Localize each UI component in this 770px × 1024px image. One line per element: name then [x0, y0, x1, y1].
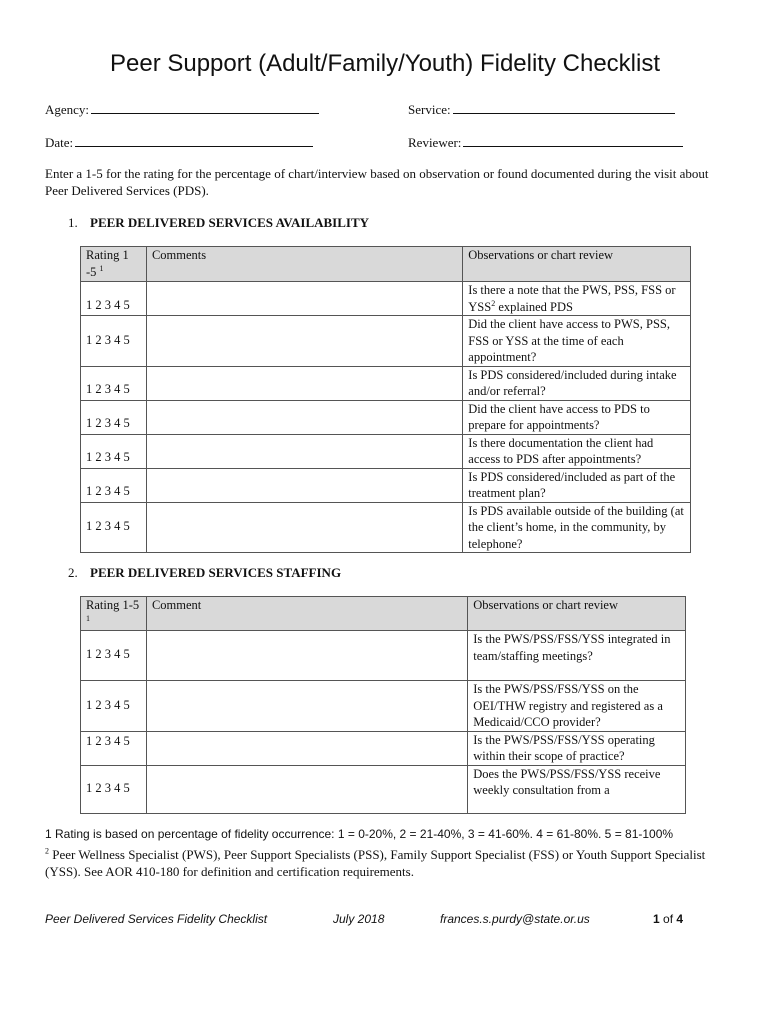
- rating-cell[interactable]: 1 2 3 4 5: [81, 765, 147, 813]
- table-header-row: [81, 247, 691, 282]
- reviewer-input-line[interactable]: [463, 134, 683, 147]
- rating-cell[interactable]: 1 2 3 4 5: [81, 468, 147, 502]
- footnotes: [45, 826, 735, 880]
- section-2-number: 2.: [68, 565, 78, 580]
- section-2-title: PEER DELIVERED SERVICES STAFFING: [90, 565, 342, 580]
- comment-cell[interactable]: [146, 366, 462, 400]
- observation-cell: Is PDS considered/included during intake and/or referral?: [463, 366, 691, 400]
- comment-cell[interactable]: [146, 316, 462, 367]
- rating-cell[interactable]: 1 2 3 4 5: [81, 502, 147, 553]
- staffing-table: [80, 596, 686, 814]
- rating-cell[interactable]: 1 2 3 4 5: [81, 400, 147, 434]
- rating-cell[interactable]: 1 2 3 4 5: [81, 681, 147, 732]
- date-field: [45, 134, 313, 151]
- table-row: [81, 434, 691, 468]
- table-row: [81, 400, 691, 434]
- service-label: Service:: [408, 102, 451, 117]
- observation-cell: Is the PWS/PSS/FSS/YSS on the OEI/THW registry and registered as a Medicaid/CCO provider?: [468, 681, 686, 732]
- table-row: [81, 765, 686, 813]
- comment-cell[interactable]: [146, 731, 467, 765]
- date-label: Date:: [45, 135, 74, 150]
- rating-column-header: Rating 1-5 $^1$: [81, 597, 147, 631]
- section-1-title: PEER DELIVERED SERVICES AVAILABILITY: [90, 215, 370, 230]
- comment-cell[interactable]: [146, 282, 462, 316]
- agency-input-line[interactable]: [91, 101, 319, 114]
- section-1-heading: [68, 215, 369, 231]
- rating-cell[interactable]: 1 2 3 4 5: [81, 434, 147, 468]
- table-row: [81, 631, 686, 681]
- table-header-row: [81, 597, 686, 631]
- footnote-2: [45, 846, 735, 880]
- service-field: [408, 101, 675, 118]
- rating-cell[interactable]: 1 2 3 4 5: [81, 316, 147, 367]
- reviewer-label: Reviewer:: [408, 135, 462, 150]
- footer-page-number: 1 of 4: [653, 912, 684, 926]
- observations-column-header: Observations or chart review: [468, 597, 686, 631]
- comment-cell[interactable]: [146, 400, 462, 434]
- table-row: [81, 366, 691, 400]
- agency-field: [45, 101, 319, 118]
- comment-cell[interactable]: [146, 434, 462, 468]
- date-input-line[interactable]: [75, 134, 313, 147]
- rating-column-header: Rating 1 -5 $^1$: [81, 247, 147, 282]
- table-row: [81, 468, 691, 502]
- service-input-line[interactable]: [453, 101, 675, 114]
- rating-cell[interactable]: 1 2 3 4 5: [81, 282, 147, 316]
- footer-date: July 2018: [333, 912, 385, 926]
- page-title: Peer Support (Adult/Family/Youth) Fidelity Checklist: [109, 50, 660, 77]
- footer-email: frances.s.purdy@state.or.us: [440, 912, 590, 926]
- comment-cell[interactable]: [146, 631, 467, 681]
- footnote-2-mark: 2: [45, 846, 49, 856]
- observations-column-header: Observations or chart review: [463, 247, 691, 282]
- instructions-text: Enter a 1-5 for the rating for the percentage of chart/interview based on observation or found documented during the visit about Peer Delivered Services (PDS).: [45, 166, 709, 198]
- comment-cell[interactable]: [146, 681, 467, 732]
- observation-cell: Is there a note that the PWS, PSS, FSS or YSS$^2$ explained PDS: [463, 282, 691, 316]
- footnote-1: 1 Rating is based on percentage of fidelity occurrence: 1 = 0-20%, 2 = 21-40%, 3 = 41-60%. 4 = 61-80%. 5 = 81-100%: [45, 827, 674, 841]
- table-row: [81, 681, 686, 732]
- observation-cell: Is the PWS/PSS/FSS/YSS integrated in team/staffing meetings?: [468, 631, 686, 681]
- footer-doc-name: Peer Delivered Services Fidelity Checklist: [45, 912, 268, 926]
- rating-cell[interactable]: 1 2 3 4 5: [81, 731, 147, 765]
- table-row: [81, 731, 686, 765]
- comment-cell[interactable]: [146, 468, 462, 502]
- table-row: [81, 316, 691, 367]
- section-1-number: 1.: [68, 215, 78, 230]
- agency-label: Agency:: [45, 102, 90, 117]
- observation-cell: Is PDS considered/included as part of the treatment plan?: [463, 468, 691, 502]
- observation-cell: Is PDS available outside of the building (at the client’s home, in the community, by telephone?: [463, 502, 691, 553]
- availability-table: [80, 246, 691, 553]
- observation-cell: Did the client have access to PWS, PSS, FSS or YSS at the time of each appointment?: [463, 316, 691, 367]
- observation-cell: Is there documentation the client had access to PDS after appointments?: [463, 434, 691, 468]
- observation-cell: Does the PWS/PSS/FSS/YSS receive weekly consultation from a: [468, 765, 686, 813]
- section-2-heading: [68, 565, 341, 581]
- footnote-2-text: Peer Wellness Specialist (PWS), Peer Support Specialists (PSS), Family Support Specialist (FSS) or Youth Support Specialist (YSS). See AOR 410-180 for definition and certification requirements.: [45, 847, 706, 879]
- comment-cell[interactable]: [146, 765, 467, 813]
- observation-cell: Did the client have access to PDS to prepare for appointments?: [463, 400, 691, 434]
- table-row: [81, 502, 691, 553]
- rating-cell[interactable]: 1 2 3 4 5: [81, 631, 147, 681]
- rating-cell[interactable]: 1 2 3 4 5: [81, 366, 147, 400]
- observation-cell: Is the PWS/PSS/FSS/YSS operating within their scope of practice?: [468, 731, 686, 765]
- comment-cell[interactable]: [146, 502, 462, 553]
- comment-column-header: Comment: [146, 597, 467, 631]
- reviewer-field: [408, 134, 683, 151]
- table-row: [81, 282, 691, 316]
- comments-column-header: Comments: [146, 247, 462, 282]
